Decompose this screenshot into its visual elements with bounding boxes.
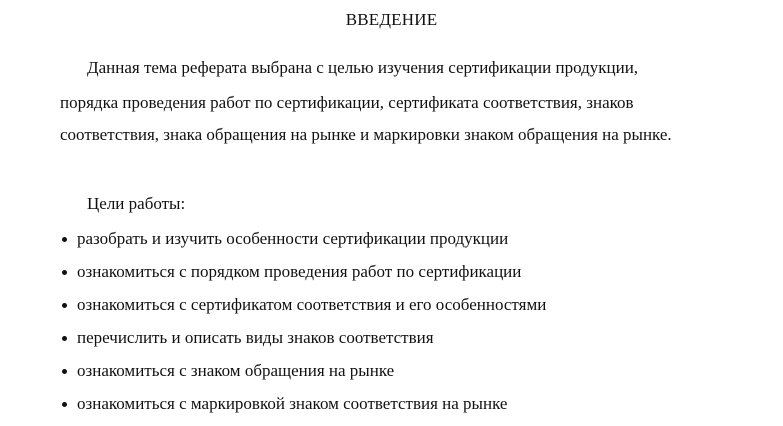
goal-item: ознакомиться с порядком проведения работ по сертификации (60, 261, 546, 294)
goals-list (60, 228, 546, 426)
intro-line-3: соответствия, знака обращения на рынке и маркировки знаком обращения на рынке. (60, 125, 672, 144)
intro-line-2: порядка проведения работ по сертификации, сертификата соответствия, знаков (60, 93, 634, 112)
goal-item: ознакомиться с маркировкой знаком соответствия на рынке (60, 393, 546, 426)
goal-item: ознакомиться с знаком обращения на рынке (60, 360, 546, 393)
goals-heading: Цели работы: (87, 194, 186, 213)
section-title: ВВЕДЕНИЕ (345, 10, 438, 29)
goal-item: перечислить и описать виды знаков соответствия (60, 327, 546, 360)
goal-item: ознакомиться с сертификатом соответствия и его особенностями (60, 294, 546, 327)
intro-line-1: Данная тема реферата выбрана с целью изучения сертификации продукции, (87, 58, 639, 77)
goal-item: разобрать и изучить особенности сертификации продукции (60, 228, 546, 261)
